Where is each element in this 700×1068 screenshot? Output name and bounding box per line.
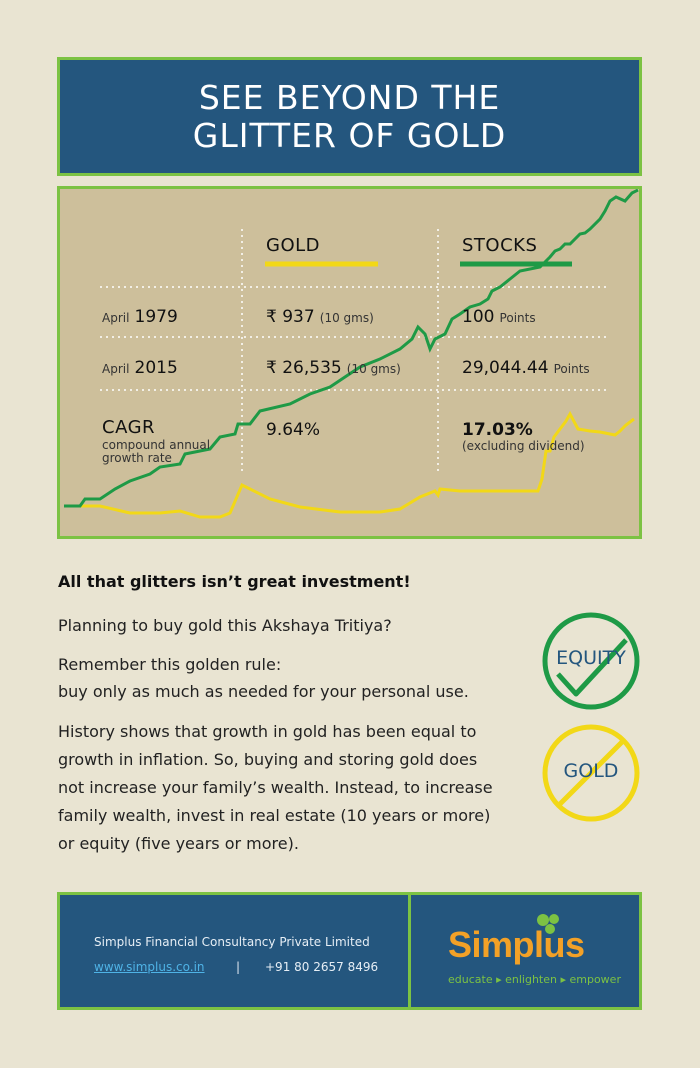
row1-gold-unit: (10 gms) xyxy=(319,311,374,325)
tagline: educate ▸ enlighten ▸ empower xyxy=(448,973,621,986)
row2-gold-value: ₹ 26,535 xyxy=(266,358,342,378)
cagr-gold-value: 9.64% xyxy=(266,420,321,440)
gold-column-header: GOLD xyxy=(266,235,321,256)
footer-separator: | xyxy=(236,960,241,974)
paragraph-2-line-2: buy only as much as needed for your personal use. xyxy=(58,682,469,701)
comparison-panel xyxy=(57,186,642,539)
row2-stocks xyxy=(462,358,590,378)
row2-date xyxy=(102,358,178,378)
paragraph-3-line-4: family wealth, invest in real estate (10 years or more) xyxy=(58,806,491,825)
row1-gold-value: ₹ 937 xyxy=(266,307,315,327)
cagr-stocks-value: 17.03% xyxy=(462,420,533,440)
cagr-sub-line-2: growth rate xyxy=(102,451,172,465)
website-link[interactable]: www.simplus.co.in xyxy=(94,960,205,974)
equity-label: EQUITY xyxy=(556,647,626,669)
paragraph-3-line-1: History shows that growth in gold has been equal to xyxy=(58,722,477,741)
cagr-sub-line-1: compound annual xyxy=(102,438,211,452)
row2-prefix: April xyxy=(102,362,130,376)
cagr-label: CAGR xyxy=(102,417,156,438)
footer xyxy=(57,892,642,1010)
paragraph-1: Planning to buy gold this Akshaya Tritiya? xyxy=(58,616,392,635)
row2-stocks-value: 29,044.44 xyxy=(462,358,549,378)
row2-gold-unit: (10 gms) xyxy=(346,362,401,376)
simplus-logo: Simplus xyxy=(448,924,585,965)
row2-gold xyxy=(266,358,401,378)
gold-badge xyxy=(540,722,642,824)
headline: All that glitters isn’t great investment! xyxy=(58,572,411,591)
row1-stocks-unit: Points xyxy=(499,311,536,325)
row1-year: 1979 xyxy=(134,307,178,327)
title-line-2: GLITTER OF GOLD xyxy=(192,115,507,155)
row1-prefix: April xyxy=(102,311,130,325)
title-banner xyxy=(57,57,642,176)
row1-stocks xyxy=(462,307,536,327)
cagr-stocks-note: (excluding dividend) xyxy=(462,439,585,453)
phone-number: +91 80 2657 8496 xyxy=(265,960,379,974)
row2-stocks-unit: Points xyxy=(553,362,590,376)
title-line-1: SEE BEYOND THE xyxy=(198,77,501,117)
row2-year: 2015 xyxy=(134,358,178,378)
row1-stocks-value: 100 xyxy=(462,307,495,327)
paragraph-2-line-1: Remember this golden rule: xyxy=(58,655,282,674)
paragraph-3-line-5: or equity (five years or more). xyxy=(58,834,299,853)
gold-label: GOLD xyxy=(563,760,619,782)
row1-gold xyxy=(266,307,374,327)
equity-badge xyxy=(540,610,642,712)
stocks-column-header: STOCKS xyxy=(462,235,538,256)
paragraph-3-line-3: not increase your family’s wealth. Instead, to increase xyxy=(58,778,493,797)
company-name: Simplus Financial Consultancy Private Limited xyxy=(94,935,370,949)
footer-divider xyxy=(408,895,411,1007)
row1-date xyxy=(102,307,178,327)
paragraph-3-line-2: growth in inflation. So, buying and storing gold does xyxy=(58,750,478,769)
